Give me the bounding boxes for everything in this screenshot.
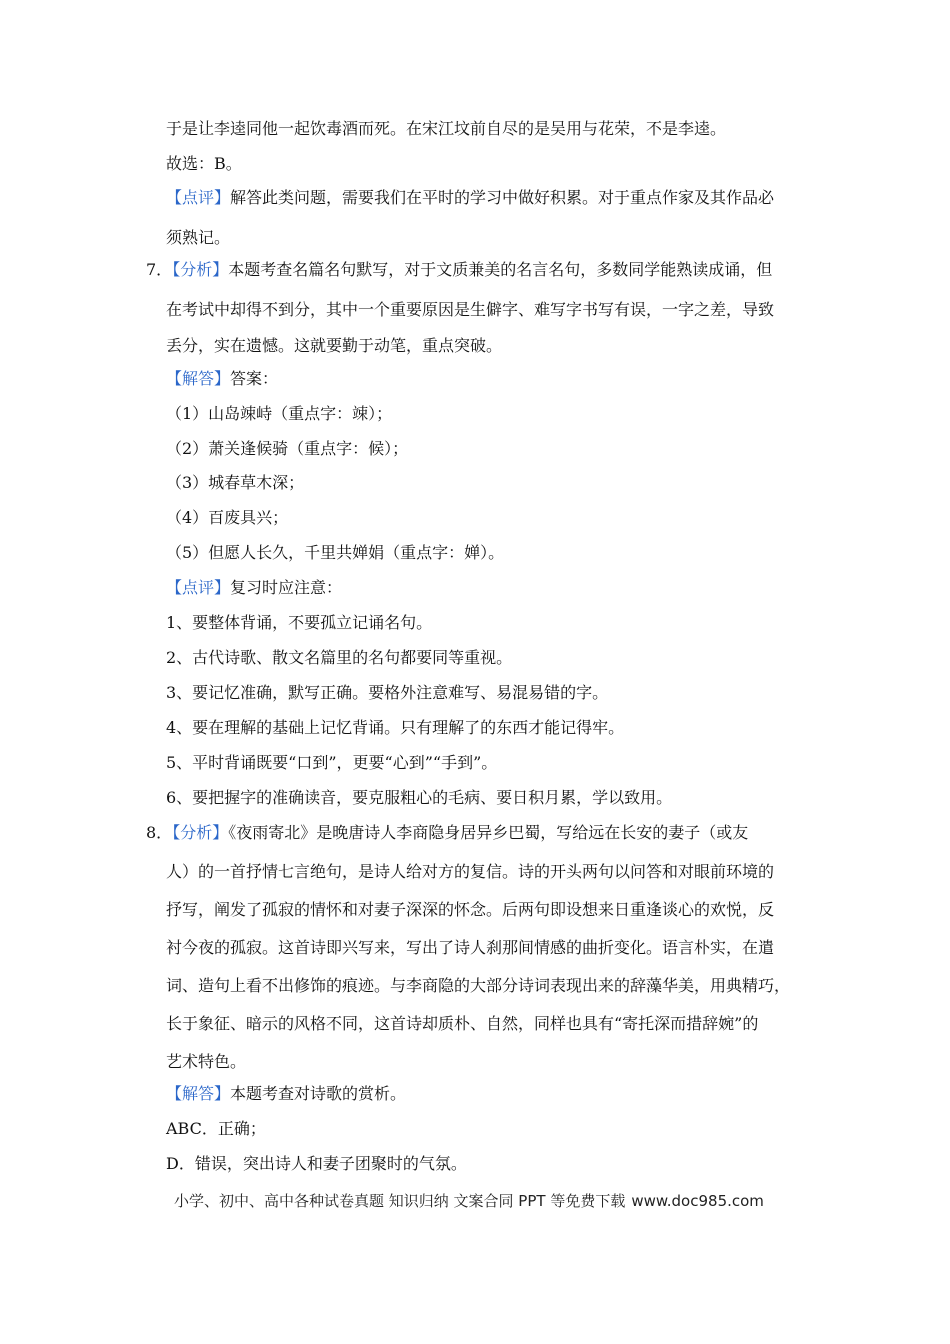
comment-tag: 【点评】: [166, 188, 231, 207]
q7-number: 7．: [146, 260, 173, 279]
q8-analysis-line-6: 长于象征、暗示的风格不同，这首诗却质朴、自然，同样也具有“寄托深而措辞婉”的: [166, 1014, 759, 1033]
q6-comment-line-2: 须熟记。: [166, 228, 231, 247]
comment-tag: 【点评】: [166, 578, 231, 597]
q6-analysis-line: 于是让李逵同他一起饮毒酒而死。在宋江坟前自尽的是吴用与花荣，不是李逵。: [166, 119, 727, 138]
q7-answer-4: （4）百废具兴；: [166, 508, 289, 527]
q7-analysis-line-3: 丢分，实在遗憾。这就要勤于动笔，重点突破。: [166, 336, 503, 355]
q7-tip-1: 1、要整体背诵，不要孤立记诵名句。: [166, 613, 433, 632]
q8-analysis-line-7: 艺术特色。: [166, 1052, 247, 1071]
q7-tip-5: 5、平时背诵既要“口到”，更要“心到”“手到”。: [166, 753, 498, 772]
q6-choice: 故选：B。: [166, 154, 242, 173]
q8-analysis-line-4: 衬今夜的孤寂。这首诗即兴写来，写出了诗人刹那间情感的曲折变化。语言朴实，在遣: [166, 938, 775, 957]
q8-number: 8．: [146, 823, 173, 842]
q7-analysis-line: [146, 259, 772, 281]
q7-comment-intro: 复习时应注意：: [230, 578, 343, 597]
footer-url[interactable]: www.doc985.com: [631, 1192, 764, 1210]
q7-answer-5: （5）但愿人长久，千里共婵娟（重点字：婵）。: [166, 543, 505, 562]
q6-comment-line: [166, 187, 774, 209]
q7-comment-line: [166, 577, 342, 599]
q8-answer-line: [166, 1083, 406, 1105]
q6-comment-text: 解答此类问题，需要我们在平时的学习中做好积累。对于重点作家及其作品必: [230, 188, 775, 207]
q8-option-abc: ABC．正确；: [166, 1119, 266, 1138]
q7-answer-3: （3）城春草木深；: [166, 473, 305, 492]
q8-analysis-text: 《夜雨寄北》是晚唐诗人李商隐身居异乡巴蜀，写给远在长安的妻子（或友: [228, 823, 749, 842]
answer-tag: 【解答】: [166, 369, 231, 388]
q8-option-d: D．错误，突出诗人和妻子团聚时的气氛。: [166, 1154, 467, 1173]
footer-text: 小学、初中、高中各种试卷真题 知识归纳 文案合同 PPT 等免费下载: [174, 1192, 626, 1210]
q7-analysis-text: 本题考查名篇名句默写，对于文质兼美的名言名句，多数同学能熟读成诵，但: [228, 260, 773, 279]
q7-answer-intro: 答案：: [230, 369, 279, 388]
q8-analysis-line-2: 人）的一首抒情七言绝句，是诗人给对方的复信。诗的开头两句以问答和对眼前环境的: [166, 862, 775, 881]
q7-tip-4: 4、要在理解的基础上记忆背诵。只有理解了的东西才能记得牢。: [166, 718, 625, 737]
analysis-tag: 【分析】: [172, 823, 229, 842]
q7-answer-2: （2）萧关逢候骑（重点字：候）；: [166, 439, 409, 458]
q7-tip-3: 3、要记忆准确，默写正确。要格外注意难写、易混易错的字。: [166, 683, 609, 702]
analysis-tag: 【分析】: [172, 260, 229, 279]
q8-analysis-line-5: 词、造句上看不出修饰的痕迹。与李商隐的大部分诗词表现出来的辞藻华美，用典精巧，: [166, 976, 791, 995]
q7-analysis-line-2: 在考试中却得不到分，其中一个重要原因是生僻字、难写字书写有误，一字之差，导致: [166, 300, 775, 319]
q7-answer-line: [166, 368, 278, 390]
page-footer: [174, 1191, 764, 1211]
q8-analysis-line: [146, 822, 748, 844]
q8-answer-intro: 本题考查对诗歌的赏析。: [230, 1084, 407, 1103]
q7-tip-6: 6、要把握字的准确读音，要克服粗心的毛病、要日积月累，学以致用。: [166, 788, 673, 807]
answer-tag: 【解答】: [166, 1084, 231, 1103]
q8-analysis-line-3: 抒写，阐发了孤寂的情怀和对妻子深深的怀念。后两句即设想来日重逢谈心的欢悦，反: [166, 900, 775, 919]
q7-tip-2: 2、古代诗歌、散文名篇里的名句都要同等重视。: [166, 648, 513, 667]
q7-answer-1: （1）山岛竦峙（重点字：竦）；: [166, 404, 393, 423]
